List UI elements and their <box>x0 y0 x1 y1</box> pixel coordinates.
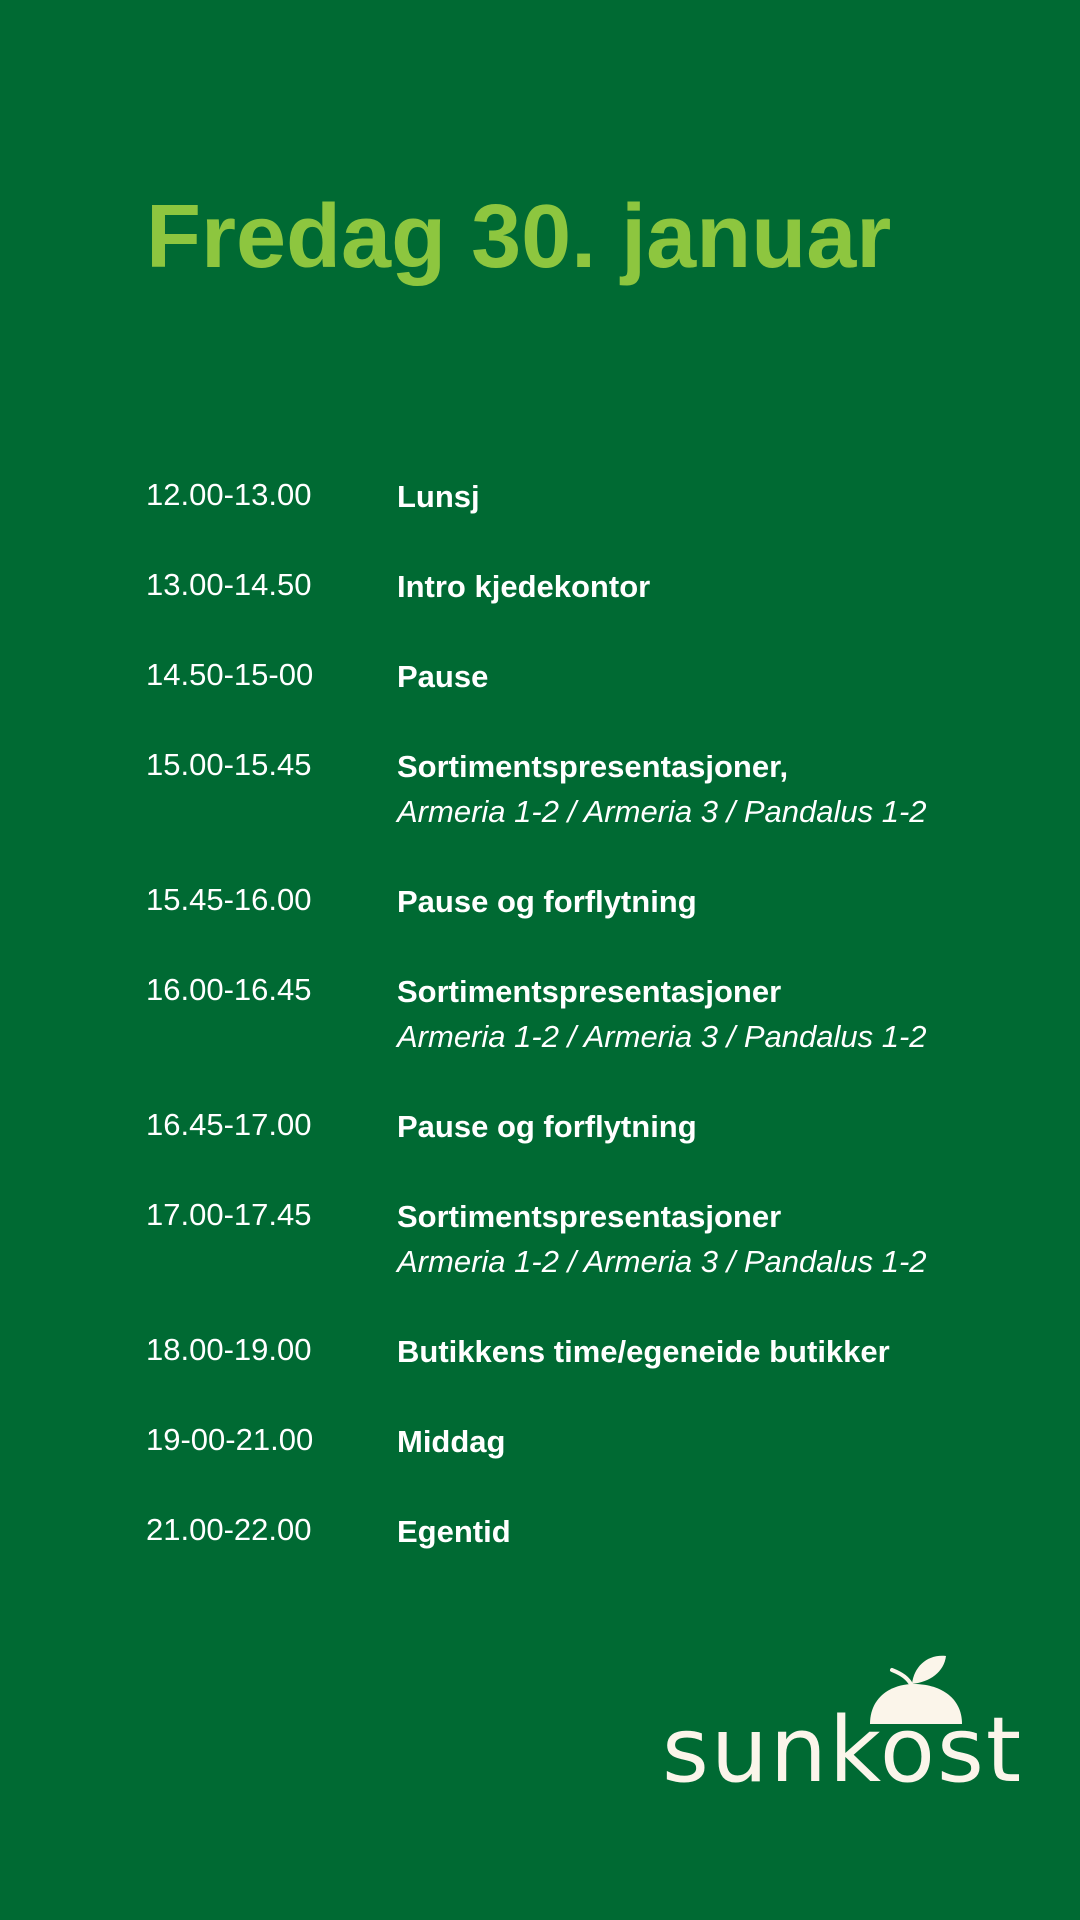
event-title: Egentid <box>397 1514 511 1549</box>
event-title: Lunsj <box>397 479 480 514</box>
schedule-time: 14.50-15-00 <box>146 657 314 692</box>
schedule-time: 12.00-13.00 <box>146 477 312 512</box>
event-title: Intro kjedekontor <box>397 569 651 604</box>
schedule-event <box>397 1194 1007 1284</box>
schedule-time: 15.45-16.00 <box>146 882 312 917</box>
schedule-event <box>397 744 1007 834</box>
schedule-time: 16.00-16.45 <box>146 972 312 1007</box>
event-title: Pause og forflytning <box>397 884 697 919</box>
schedule-time: 15.00-15.45 <box>146 747 312 782</box>
event-rooms: Armeria 1-2 / Armeria 3 / Pandalus 1-2 <box>397 794 927 829</box>
schedule-time: 21.00-22.00 <box>146 1512 312 1547</box>
event-title: Sortimentspresentasjoner <box>397 1199 782 1234</box>
event-title: Sortimentspresentasjoner <box>397 974 782 1009</box>
schedule-time: 16.45-17.00 <box>146 1107 312 1142</box>
schedule-time: 13.00-14.50 <box>146 567 312 602</box>
schedule-time: 17.00-17.45 <box>146 1197 312 1232</box>
schedule-event <box>397 1509 1007 1554</box>
schedule-time: 18.00-19.00 <box>146 1332 312 1367</box>
event-title: Pause og forflytning <box>397 1109 697 1144</box>
event-rooms: Armeria 1-2 / Armeria 3 / Pandalus 1-2 <box>397 1019 927 1054</box>
schedule-event <box>397 969 1007 1059</box>
event-title: Middag <box>397 1424 506 1459</box>
sunkost-logo <box>662 1646 1024 1803</box>
schedule-time: 19-00-21.00 <box>146 1422 314 1457</box>
schedule-event <box>397 474 1007 519</box>
logo-wordmark: sunkost <box>662 1698 1024 1803</box>
event-rooms: Armeria 1-2 / Armeria 3 / Pandalus 1-2 <box>397 1244 927 1279</box>
schedule-event <box>397 564 1007 609</box>
page-title: Fredag 30. januar <box>146 187 892 287</box>
schedule-event <box>397 1104 1007 1149</box>
event-title: Butikkens time/egeneide butikker <box>397 1334 890 1369</box>
schedule-event <box>397 879 1007 924</box>
schedule-event <box>397 1419 1007 1464</box>
schedule-event <box>397 1329 1007 1374</box>
event-title: Sortimentspresentasjoner, <box>397 749 789 784</box>
event-title: Pause <box>397 659 489 694</box>
schedule-event <box>397 654 1007 699</box>
